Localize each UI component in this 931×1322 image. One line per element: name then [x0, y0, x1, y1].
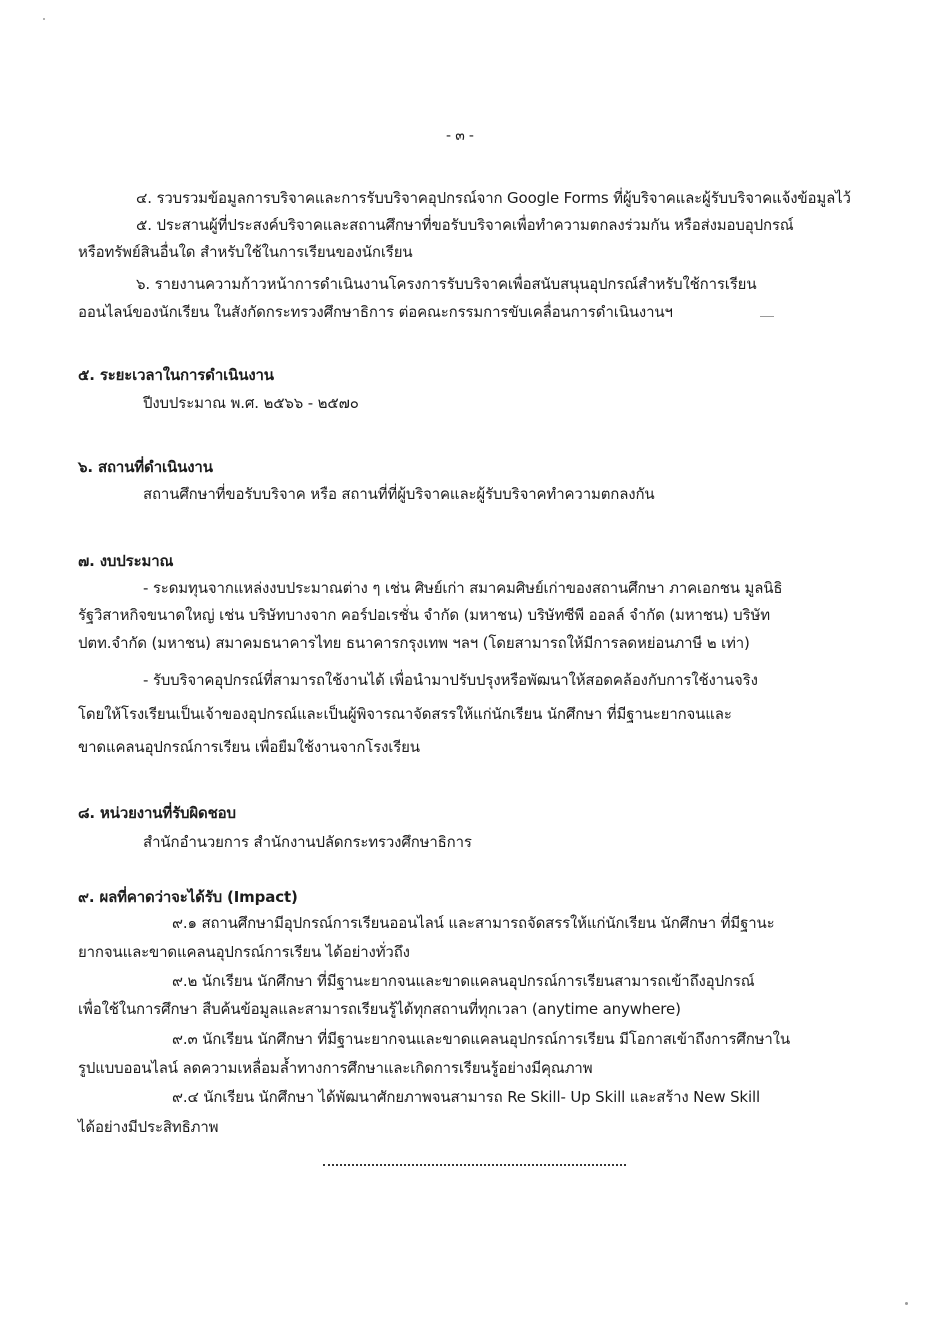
paragraph-line: โดยให้โรงเรียนเป็นเจ้าของอุปกรณ์และเป็นผู้พิจารณาจัดสรรให้แก่นักเรียน นักศึกษา ที่มีฐานะยากจนและ [78, 705, 732, 723]
paragraph-line: ปตท.จำกัด (มหาชน) สมาคมธนาคารไทย ธนาคารกรุงเทพ ฯลฯ (โดยสามารถให้มีการลดหย่อนภาษี ๒ เท่า) [78, 634, 750, 652]
paragraph-line: รูปแบบออนไลน์ ลดความเหลื่อมล้ำทางการศึกษาและเกิดการเรียนรู้อย่างมีคุณภาพ [78, 1059, 593, 1077]
paragraph-line: - รับบริจาคอุปกรณ์ที่สามารถใช้งานได้ เพื่อนำมาปรับปรุงหรือพัฒนาให้สอดคล้องกับการใช้งานจริง [143, 671, 758, 689]
paragraph-line: ขาดแคลนอุปกรณ์การเรียน เพื่อยืมใช้งานจากโรงเรียน [78, 738, 420, 756]
paragraph-line: - ระดมทุนจากแหล่งงบประมาณต่าง ๆ เช่น ศิษย์เก่า สมาคมศิษย์เก่าของสถานศึกษา ภาคเอกชน มูลนิธิ [143, 579, 783, 597]
list-item: ๖. รายงานความก้าวหน้าการดำเนินงานโครงการรับบริจาคเพื่อสนับสนุนอุปกรณ์สำหรับใช้การเรียน [136, 275, 757, 293]
list-item: ๔. รวบรวมข้อมูลการบริจาคและการรับบริจาคอุปกรณ์จาก Google Forms ที่ผู้บริจาคและผู้รับบริจาคแจ้งข้อมูลไว้ [136, 189, 851, 207]
paragraph-line: รัฐวิสาหกิจขนาดใหญ่ เช่น บริษัทบางจาก คอร์ปอเรชั่น จำกัด (มหาชน) บริษัทซีพี ออลล์ จำกัด (มหาชน) บริษัท [78, 606, 770, 624]
end-dotted-rule [323, 1164, 626, 1166]
section-body: สำนักอำนวยการ สำนักงานปลัดกระทรวงศึกษาธิการ [143, 833, 472, 851]
list-item-continuation: หรือทรัพย์สินอื่นใด สำหรับใช้ในการเรียนของนักเรียน [78, 243, 413, 261]
paragraph-line: ๙.๔ นักเรียน นักศึกษา ได้พัฒนาศักยภาพจนสามารถ Re Skill- Up Skill และสร้าง New Skill [172, 1088, 761, 1106]
section-heading: ๕. ระยะเวลาในการดำเนินงาน [78, 366, 274, 384]
section-heading: ๘. หน่วยงานที่รับผิดชอบ [78, 804, 236, 822]
paragraph-line: ได้อย่างมีประสิทธิภาพ [78, 1118, 219, 1136]
paragraph-line: ยากจนและขาดแคลนอุปกรณ์การเรียน ได้อย่างทั่วถึง [78, 943, 410, 961]
section-heading: ๗. งบประมาณ [78, 552, 174, 570]
section-heading: ๙. ผลที่คาดว่าจะได้รับ (Impact) [78, 888, 298, 906]
scan-speck [760, 316, 774, 317]
section-body: สถานศึกษาที่ขอรับบริจาค หรือ สถานที่ที่ผู้บริจาคและผู้รับบริจาคทำความตกลงกัน [143, 485, 655, 503]
paragraph-line: ๙.๓ นักเรียน นักศึกษา ที่มีฐานะยากจนและขาดแคลนอุปกรณ์การเรียน มีโอกาสเข้าถึงการศึกษาใน [172, 1030, 790, 1048]
paragraph-line: ๙.๑ สถานศึกษามีอุปกรณ์การเรียนออนไลน์ และสามารถจัดสรรให้แก่นักเรียน นักศึกษา ที่มีฐานะ [172, 914, 775, 932]
paragraph-line: เพื่อใช้ในการศึกษา สืบค้นข้อมูลและสามารถเรียนรู้ได้ทุกสถานที่ทุกเวลา (anytime anywhere) [78, 1000, 681, 1018]
section-heading: ๖. สถานที่ดำเนินงาน [78, 458, 213, 476]
page-number: - ๓ - [446, 128, 474, 144]
list-item: ๕. ประสานผู้ที่ประสงค์บริจาคและสถานศึกษาที่ขอรับบริจาคเพื่อทำความตกลงร่วมกัน หรือส่งมอบอุปกรณ์ [136, 216, 794, 234]
list-item-continuation: ออนไลน์ของนักเรียน ในสังกัดกระทรวงศึกษาธิการ ต่อคณะกรรมการขับเคลื่อนการดำเนินงานฯ [78, 303, 673, 321]
section-body: ปีงบประมาณ พ.ศ. ๒๕๖๖ - ๒๕๗๐ [143, 394, 359, 412]
scan-speck [905, 1302, 908, 1305]
scan-speck [43, 18, 45, 20]
paragraph-line: ๙.๒ นักเรียน นักศึกษา ที่มีฐานะยากจนและขาดแคลนอุปกรณ์การเรียนสามารถเข้าถึงอุปกรณ์ [172, 972, 755, 990]
